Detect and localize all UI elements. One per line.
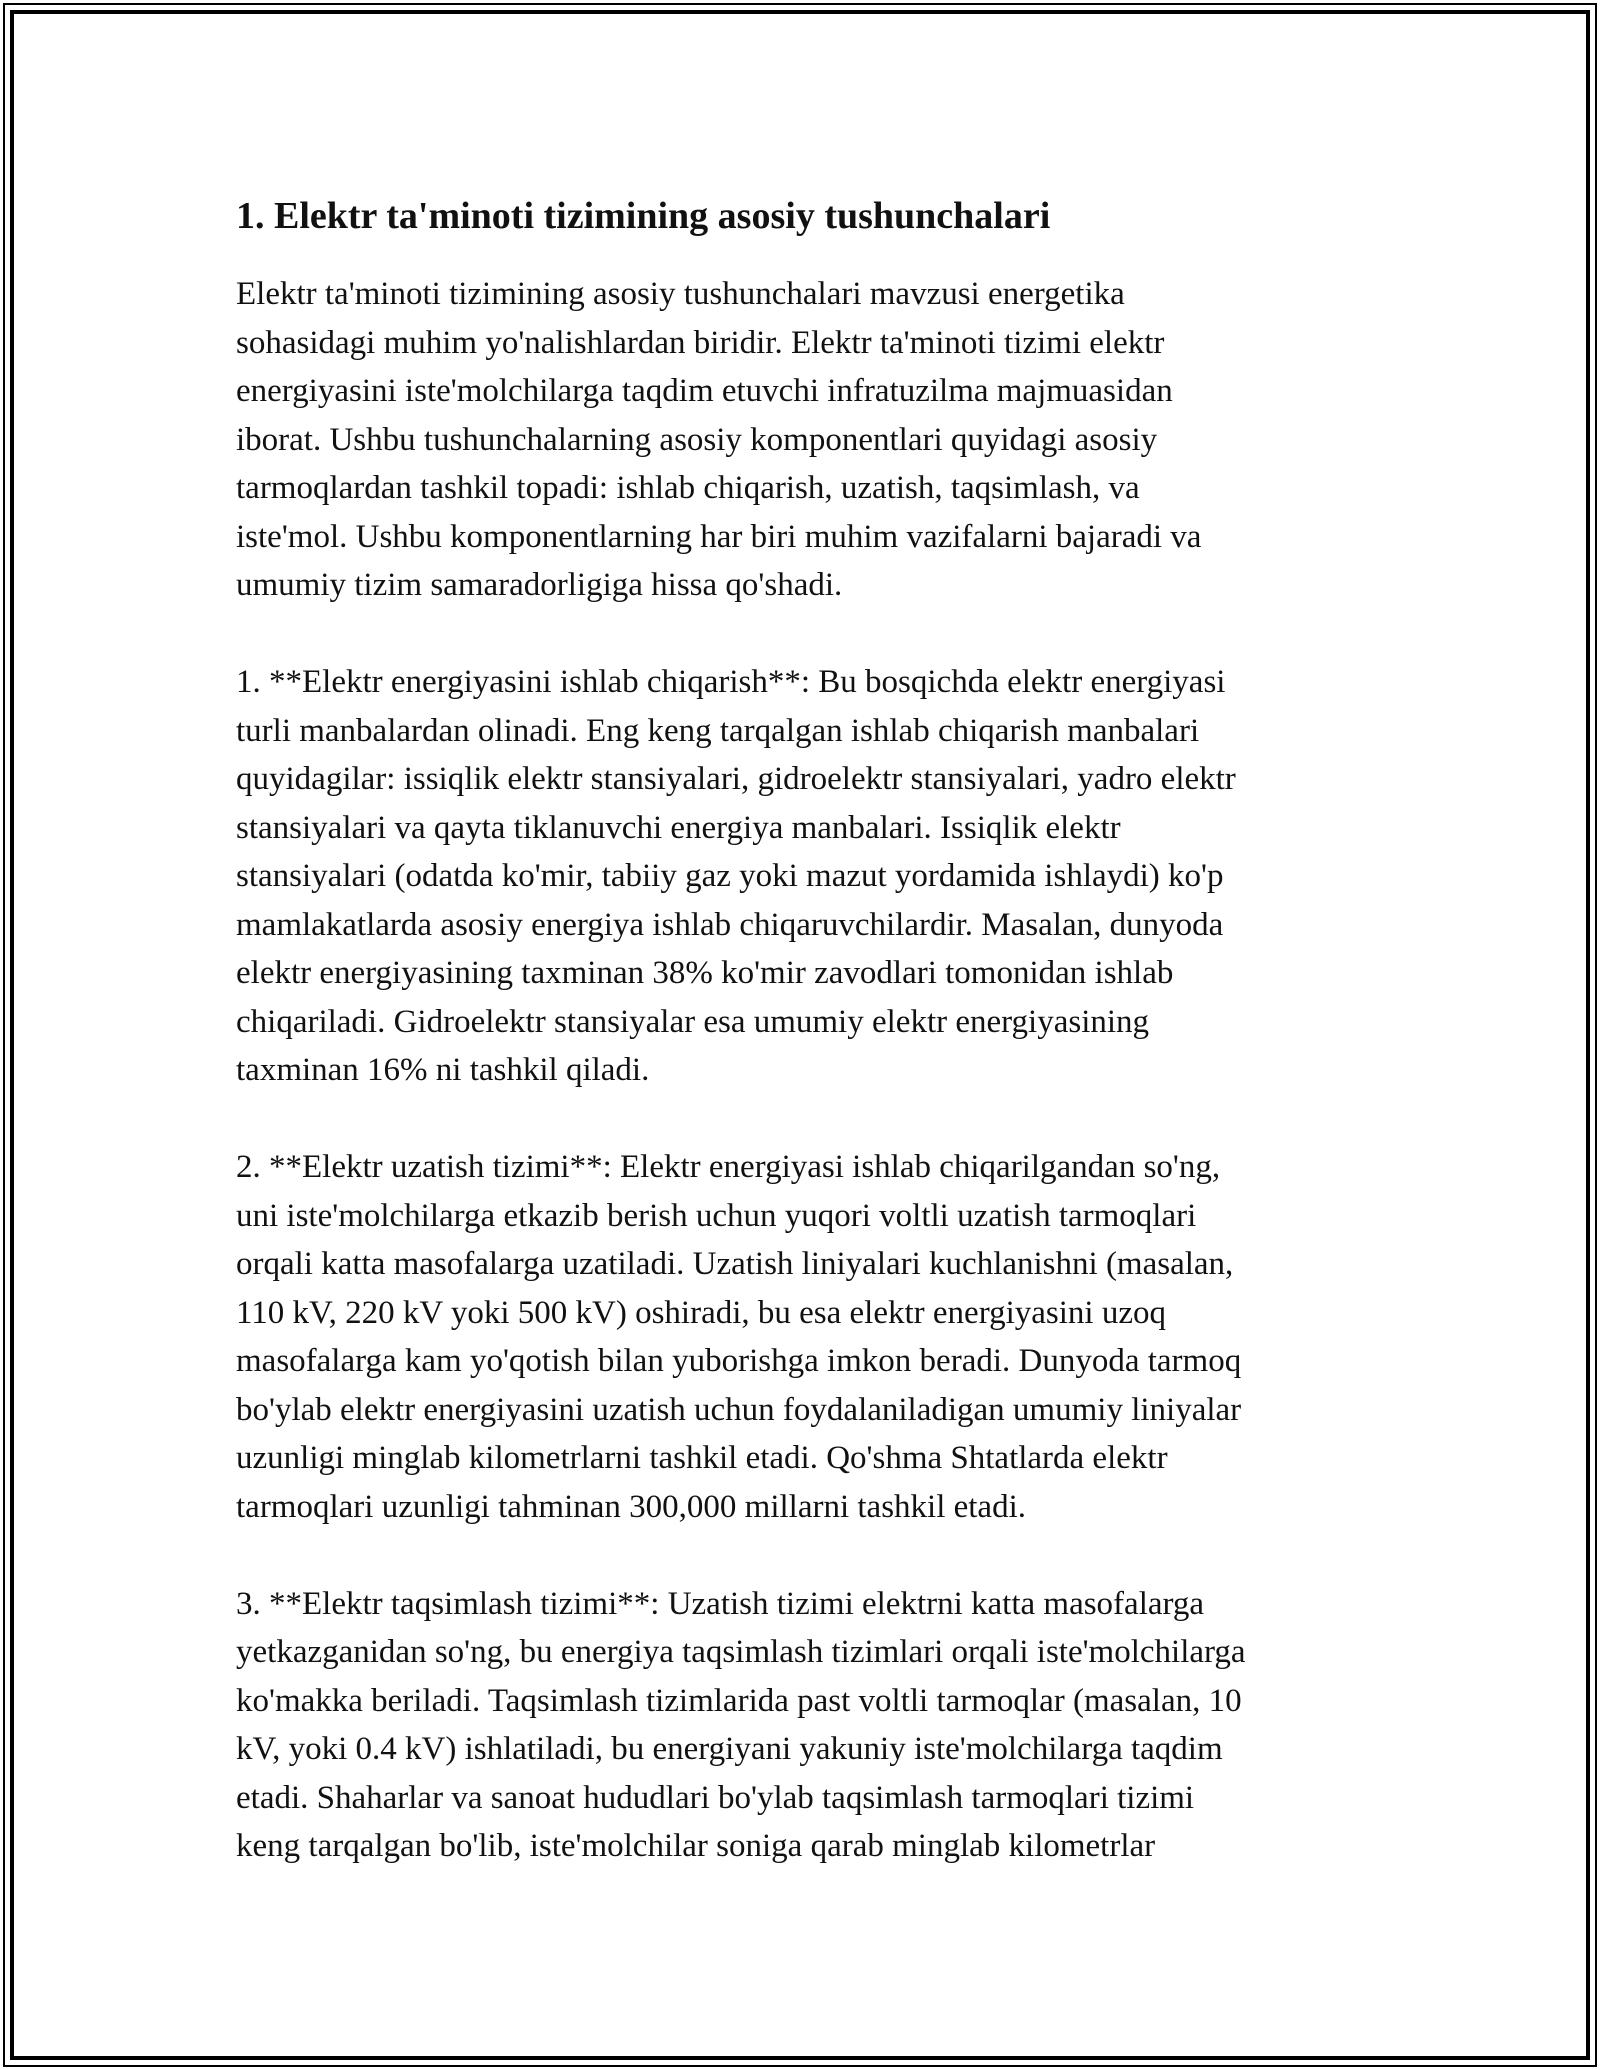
generation-paragraph bbox=[236, 658, 1372, 1095]
paragraph-line: turli manbalardan olinadi. Eng keng tarqalgan ishlab chiqarish manbalari bbox=[236, 712, 1200, 749]
paragraph-line: keng tarqalgan bo'lib, iste'molchilar soniga qarab minglab kilometrlar bbox=[236, 1828, 1156, 1864]
paragraph-line: tarmoqlari uzunligi tahminan 300,000 millarni tashkil etadi. bbox=[236, 1488, 1027, 1525]
paragraph-line: stansiyalari va qayta tiklanuvchi energiya manbalari. Issiqlik elektr bbox=[236, 809, 1121, 846]
transmission-paragraph bbox=[236, 1143, 1372, 1531]
paragraph-line: masofalarga kam yo'qotish bilan yuborishga imkon beradi. Dunyoda tarmoq bbox=[236, 1343, 1242, 1379]
paragraph-line: bo'ylab elektr energiyasini uzatish uchun foydalaniladigan umumiy liniyalar bbox=[236, 1391, 1242, 1428]
paragraph-line: kV, yoki 0.4 kV) ishlatiladi, bu energiyani yakuniy iste'molchilarga taqdim bbox=[236, 1731, 1223, 1767]
paragraph-line: 3. **Elektr taqsimlash tizimi**: Uzatish tizimi elektrni katta masofalarga bbox=[236, 1585, 1205, 1622]
paragraph-line: yetkazganidan so'ng, bu energiya taqsimlash tizimlari orqali iste'molchilarga bbox=[236, 1634, 1246, 1670]
paragraph-line: umumiy tizim samaradorligiga hissa qo'shadi. bbox=[236, 567, 843, 603]
paragraph-line: mamlakatlarda asosiy energiya ishlab chiqaruvchilardir. Masalan, dunyoda bbox=[236, 906, 1224, 943]
paragraph-line: 110 kV, 220 kV yoki 500 kV) oshiradi, bu esa elektr energiyasini uzoq bbox=[236, 1294, 1166, 1331]
paragraph-gap bbox=[236, 1531, 1372, 1580]
section-heading: 1. Elektr ta'minoti tizimining asosiy tushunchalari bbox=[236, 195, 1051, 237]
document-content bbox=[236, 188, 1372, 1871]
paragraph-line: 2. **Elektr uzatish tizimi**: Elektr energiyasi ishlab chiqarilgandan so'ng, bbox=[236, 1149, 1221, 1185]
paragraph-line: iborat. Ushbu tushunchalarning asosiy komponentlari quyidagi asosiy bbox=[236, 421, 1158, 458]
paragraph-line: etadi. Shaharlar va sanoat hududlari bo'ylab taqsimlash tarmoqlari tizimi bbox=[236, 1779, 1195, 1816]
intro-paragraph bbox=[236, 270, 1372, 610]
paragraph-line: taxminan 16% ni tashkil qiladi. bbox=[236, 1052, 650, 1088]
paragraph-line: orqali katta masofalarga uzatiladi. Uzatish liniyalari kuchlanishni (masalan, bbox=[236, 1246, 1234, 1282]
distribution-paragraph bbox=[236, 1580, 1372, 1871]
paragraph-line: quyidagilar: issiqlik elektr stansiyalari, gidroelektr stansiyalari, yadro elektr bbox=[236, 761, 1236, 797]
paragraph-line: iste'mol. Ushbu komponentlarning har biri muhim vazifalarni bajaradi va bbox=[236, 518, 1202, 555]
paragraph-line: 1. **Elektr energiyasini ishlab chiqarish**: Bu bosqichda elektr energiyasi bbox=[236, 664, 1226, 700]
paragraph-line: sohasidagi muhim yo'nalishlardan biridir. Elektr ta'minoti tizimi elektr bbox=[236, 324, 1165, 361]
paragraph-line: uzunligi minglab kilometrlarni tashkil etadi. Qo'shma Shtatlarda elektr bbox=[236, 1440, 1168, 1476]
paragraph-line: tarmoqlardan tashkil topadi: ishlab chiqarish, uzatish, taqsimlash, va bbox=[236, 470, 1140, 506]
paragraph-line: uni iste'molchilarga etkazib berish uchun yuqori voltli uzatish tarmoqlari bbox=[236, 1197, 1197, 1234]
paragraph-line: elektr energiyasining taxminan 38% ko'mir zavodlari tomonidan ishlab bbox=[236, 955, 1174, 991]
paragraph-line: stansiyalari (odatda ko'mir, tabiiy gaz yoki mazut yordamida ishlaydi) ko'p bbox=[236, 858, 1224, 894]
paragraph-gap bbox=[236, 610, 1372, 659]
paragraph-line: energiyasini iste'molchilarga taqdim etuvchi infratuzilma majmuasidan bbox=[236, 373, 1173, 409]
paragraph-line: chiqariladi. Gidroelektr stansiyalar esa umumiy elektr energiyasining bbox=[236, 1003, 1150, 1040]
paragraph-line: Elektr ta'minoti tizimining asosiy tushunchalari mavzusi energetika bbox=[236, 276, 1125, 312]
paragraph-gap bbox=[236, 1095, 1372, 1144]
paragraph-line: ko'makka beriladi. Taqsimlash tizimlarida past voltli tarmoqlar (masalan, 10 bbox=[236, 1682, 1242, 1719]
